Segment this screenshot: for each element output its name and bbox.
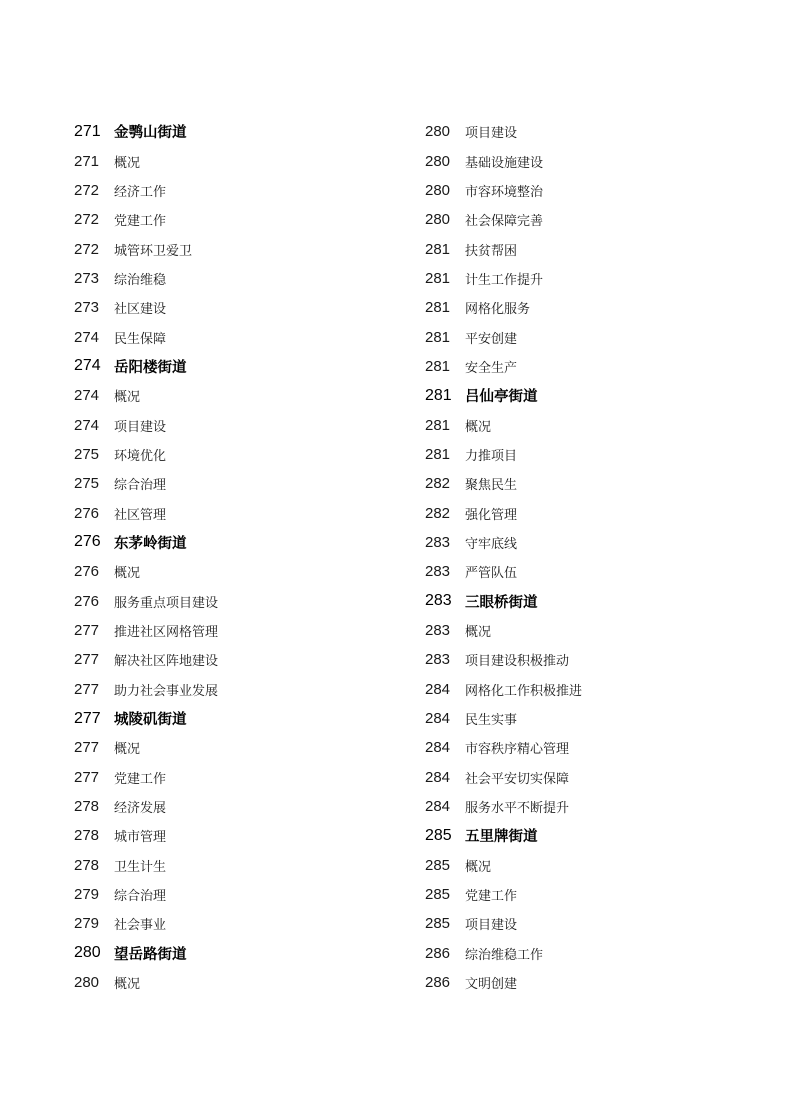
toc-entry-title: 民生实事: [465, 713, 518, 729]
toc-entry-title: 社区管理: [114, 507, 167, 523]
toc-entry[interactable]: [425, 469, 765, 498]
toc-entry[interactable]: [425, 352, 765, 381]
toc-entry[interactable]: [74, 792, 394, 821]
toc-page-number: 277: [74, 739, 100, 757]
toc-heading-title: 三眼桥街道: [465, 593, 538, 611]
toc-page-number: 277: [74, 768, 100, 786]
toc-entry-title: 项目建设: [465, 918, 518, 934]
toc-entry-title: 概况: [114, 742, 141, 758]
toc-page-number: 280: [425, 211, 451, 229]
toc-entry-title: 基础设施建设: [465, 155, 544, 171]
toc-page-number: 280: [425, 181, 451, 199]
toc-entry[interactable]: [74, 264, 394, 293]
toc-entry[interactable]: [425, 205, 765, 234]
toc-page-number: 285: [425, 915, 451, 933]
toc-entry-title: 经济工作: [114, 184, 167, 200]
toc-entry[interactable]: [425, 498, 765, 527]
toc-entry[interactable]: [425, 557, 765, 586]
toc-entry-title: 网格化服务: [465, 302, 531, 318]
toc-heading-title: 东茅岭街道: [114, 534, 187, 552]
toc-entry[interactable]: [74, 557, 394, 586]
toc-section-heading[interactable]: [74, 528, 394, 557]
toc-page-number: 274: [74, 328, 100, 346]
toc-entry-title: 力推项目: [465, 448, 518, 464]
toc-page-number: 275: [74, 475, 100, 493]
toc-entry-title: 综治维稳: [114, 272, 167, 288]
toc-entry[interactable]: [425, 645, 765, 674]
toc-entry-title: 社会保障完善: [465, 214, 544, 230]
toc-page-number: 278: [74, 798, 100, 816]
toc-entry-title: 文明创建: [465, 977, 518, 993]
toc-page-number: 283: [425, 651, 451, 669]
toc-entry-title: 平安创建: [465, 331, 518, 347]
toc-entry[interactable]: [74, 645, 394, 674]
toc-page-number: 279: [74, 886, 100, 904]
toc-entry-title: 概况: [465, 625, 492, 641]
toc-entry[interactable]: [425, 763, 765, 792]
toc-entry-title: 解决社区阵地建设: [114, 654, 219, 670]
toc-entry-title: 聚焦民生: [465, 478, 518, 494]
toc-page-number: 281: [425, 269, 451, 287]
toc-entry-title: 环境优化: [114, 448, 167, 464]
toc-entry-title: 推进社区网格管理: [114, 625, 219, 641]
toc-heading-title: 望岳路街道: [114, 945, 187, 963]
toc-entry-title: 计生工作提升: [465, 272, 544, 288]
toc-entry-title: 城市管理: [114, 830, 167, 846]
toc-entry-title: 党建工作: [114, 214, 167, 230]
toc-entry-title: 社区建设: [114, 302, 167, 318]
toc-entry-title: 概况: [114, 566, 141, 582]
toc-page-number: 278: [74, 856, 100, 874]
toc-entry-title: 概况: [114, 390, 141, 406]
toc-page-number: 277: [74, 709, 101, 727]
toc-entry-title: 助力社会事业发展: [114, 683, 219, 699]
toc-page-number: 282: [425, 475, 451, 493]
toc-page-number: 274: [74, 357, 101, 375]
toc-page-number: 273: [74, 299, 100, 317]
toc-entry-title: 项目建设: [114, 419, 167, 435]
toc-page-number: 279: [74, 915, 100, 933]
toc-section-heading[interactable]: [74, 352, 394, 381]
toc-entry-title: 市容环境整治: [465, 184, 544, 200]
toc-page-number: 280: [74, 974, 100, 992]
toc-page-number: 272: [74, 211, 100, 229]
toc-entry-title: 概况: [465, 419, 492, 435]
toc-entry[interactable]: [74, 821, 394, 850]
toc-entry-title: 服务水平不断提升: [465, 801, 570, 817]
toc-page-number: 277: [74, 680, 100, 698]
toc-entry[interactable]: [74, 909, 394, 938]
toc-entry-title: 综合治理: [114, 889, 167, 905]
toc-entry[interactable]: [74, 880, 394, 909]
toc-entry[interactable]: [74, 205, 394, 234]
toc-entry-title: 党建工作: [465, 889, 518, 905]
toc-section-heading[interactable]: [74, 704, 394, 733]
toc-section-heading[interactable]: [74, 939, 394, 968]
toc-page-number: 280: [425, 123, 451, 141]
toc-entry[interactable]: [74, 616, 394, 645]
toc-section-heading[interactable]: [425, 381, 765, 410]
toc-entry[interactable]: [425, 293, 765, 322]
toc-entry[interactable]: [74, 381, 394, 410]
toc-entry-title: 综治维稳工作: [465, 947, 544, 963]
toc-page-number: 278: [74, 827, 100, 845]
toc-page-number: 284: [425, 798, 451, 816]
toc-entry-title: 概况: [465, 859, 492, 875]
toc-entry[interactable]: [425, 880, 765, 909]
toc-entry[interactable]: [74, 322, 394, 351]
toc-page-number: 286: [425, 944, 451, 962]
toc-entry[interactable]: [425, 909, 765, 938]
toc-page-number: 273: [74, 269, 100, 287]
toc-entry[interactable]: [74, 587, 394, 616]
toc-entry[interactable]: [425, 616, 765, 645]
toc-entry[interactable]: [425, 234, 765, 263]
toc-entry[interactable]: [425, 733, 765, 762]
toc-page-number: 282: [425, 504, 451, 522]
toc-entry[interactable]: [74, 146, 394, 175]
toc-page-number: 277: [74, 651, 100, 669]
toc-entry-title: 服务重点项目建设: [114, 595, 219, 611]
toc-page-number: 285: [425, 856, 451, 874]
toc-entry[interactable]: [425, 851, 765, 880]
toc-page-number: 276: [74, 592, 100, 610]
toc-page-number: 281: [425, 240, 451, 258]
toc-entry[interactable]: [74, 234, 394, 263]
toc-page-number: 283: [425, 563, 451, 581]
toc-entry[interactable]: [74, 469, 394, 498]
toc-left-column: [74, 117, 394, 997]
toc-page-number: 284: [425, 768, 451, 786]
toc-page-number: 281: [425, 299, 451, 317]
toc-entry[interactable]: [74, 851, 394, 880]
toc-entry[interactable]: [425, 528, 765, 557]
toc-right-column: [425, 117, 765, 997]
toc-entry[interactable]: [74, 763, 394, 792]
toc-entry[interactable]: [425, 968, 765, 997]
toc-entry[interactable]: [74, 440, 394, 469]
toc-page-number: 284: [425, 710, 451, 728]
toc-entry-title: 安全生产: [465, 360, 518, 376]
toc-section-heading[interactable]: [74, 117, 394, 146]
toc-page-number: 272: [74, 240, 100, 258]
toc-page-number: 283: [425, 533, 451, 551]
toc-heading-title: 金鹗山街道: [114, 124, 187, 142]
toc-entry[interactable]: [425, 117, 765, 146]
toc-entry-title: 市容秩序精心管理: [465, 742, 570, 758]
toc-page-number: 281: [425, 386, 452, 404]
toc-entry-title: 综合治理: [114, 478, 167, 494]
toc-page-number: 281: [425, 328, 451, 346]
toc-entry-title: 党建工作: [114, 771, 167, 787]
toc-page-number: 274: [74, 416, 100, 434]
toc-entry[interactable]: [425, 146, 765, 175]
toc-heading-title: 吕仙亭街道: [465, 388, 538, 406]
toc-entry-title: 社会事业: [114, 918, 167, 934]
toc-page-number: 285: [425, 826, 452, 844]
toc-page-number: 281: [425, 445, 451, 463]
toc-entry-title: 经济发展: [114, 801, 167, 817]
toc-entry-title: 严管队伍: [465, 566, 518, 582]
toc-entry[interactable]: [425, 410, 765, 439]
toc-page-number: 286: [425, 974, 451, 992]
toc-entry[interactable]: [425, 176, 765, 205]
toc-entry[interactable]: [74, 410, 394, 439]
toc-page-number: 285: [425, 886, 451, 904]
toc-entry[interactable]: [425, 939, 765, 968]
toc-entry[interactable]: [74, 968, 394, 997]
toc-page-number: 280: [74, 944, 101, 962]
toc-heading-title: 岳阳楼街道: [114, 358, 187, 376]
toc-page-number: 277: [74, 622, 100, 640]
toc-entry[interactable]: [74, 176, 394, 205]
toc-entry-title: 概况: [114, 155, 141, 171]
toc-page-number: 281: [425, 357, 451, 375]
toc-entry[interactable]: [425, 704, 765, 733]
toc-entry[interactable]: [74, 733, 394, 762]
toc-entry-title: 扶贫帮困: [465, 243, 518, 259]
toc-page-number: 284: [425, 680, 451, 698]
toc-page-number: 284: [425, 739, 451, 757]
toc-page-number: 276: [74, 563, 100, 581]
toc-entry-title: 概况: [114, 977, 141, 993]
toc-entry-title: 社会平安切实保障: [465, 771, 570, 787]
toc-section-heading[interactable]: [425, 587, 765, 616]
toc-entry[interactable]: [74, 293, 394, 322]
toc-page-number: 276: [74, 533, 101, 551]
toc-page-number: 271: [74, 152, 100, 170]
toc-entry-title: 项目建设: [465, 126, 518, 142]
toc-entry-title: 网格化工作积极推进: [465, 683, 583, 699]
toc-entry-title: 守牢底线: [465, 536, 518, 552]
toc-entry[interactable]: [74, 498, 394, 527]
toc-entry[interactable]: [425, 675, 765, 704]
toc-page-number: 272: [74, 181, 100, 199]
toc-entry[interactable]: [425, 440, 765, 469]
toc-entry[interactable]: [425, 322, 765, 351]
toc-section-heading[interactable]: [425, 821, 765, 850]
toc-entry[interactable]: [425, 264, 765, 293]
toc-heading-title: 城陵矶街道: [114, 711, 187, 729]
toc-page-number: 274: [74, 387, 100, 405]
toc-entry-title: 卫生计生: [114, 859, 167, 875]
toc-entry-title: 城管环卫爱卫: [114, 243, 193, 259]
toc-entry-title: 民生保障: [114, 331, 167, 347]
toc-page-number: 275: [74, 445, 100, 463]
toc-page-number: 280: [425, 152, 451, 170]
toc-page-number: 283: [425, 592, 452, 610]
toc-entry-title: 强化管理: [465, 507, 518, 523]
toc-entry-title: 项目建设积极推动: [465, 654, 570, 670]
toc-entry[interactable]: [74, 675, 394, 704]
toc-entry[interactable]: [425, 792, 765, 821]
toc-page-number: 276: [74, 504, 100, 522]
toc-page-number: 271: [74, 122, 101, 140]
toc-heading-title: 五里牌街道: [465, 828, 538, 846]
toc-page-number: 283: [425, 622, 451, 640]
toc-page-number: 281: [425, 416, 451, 434]
